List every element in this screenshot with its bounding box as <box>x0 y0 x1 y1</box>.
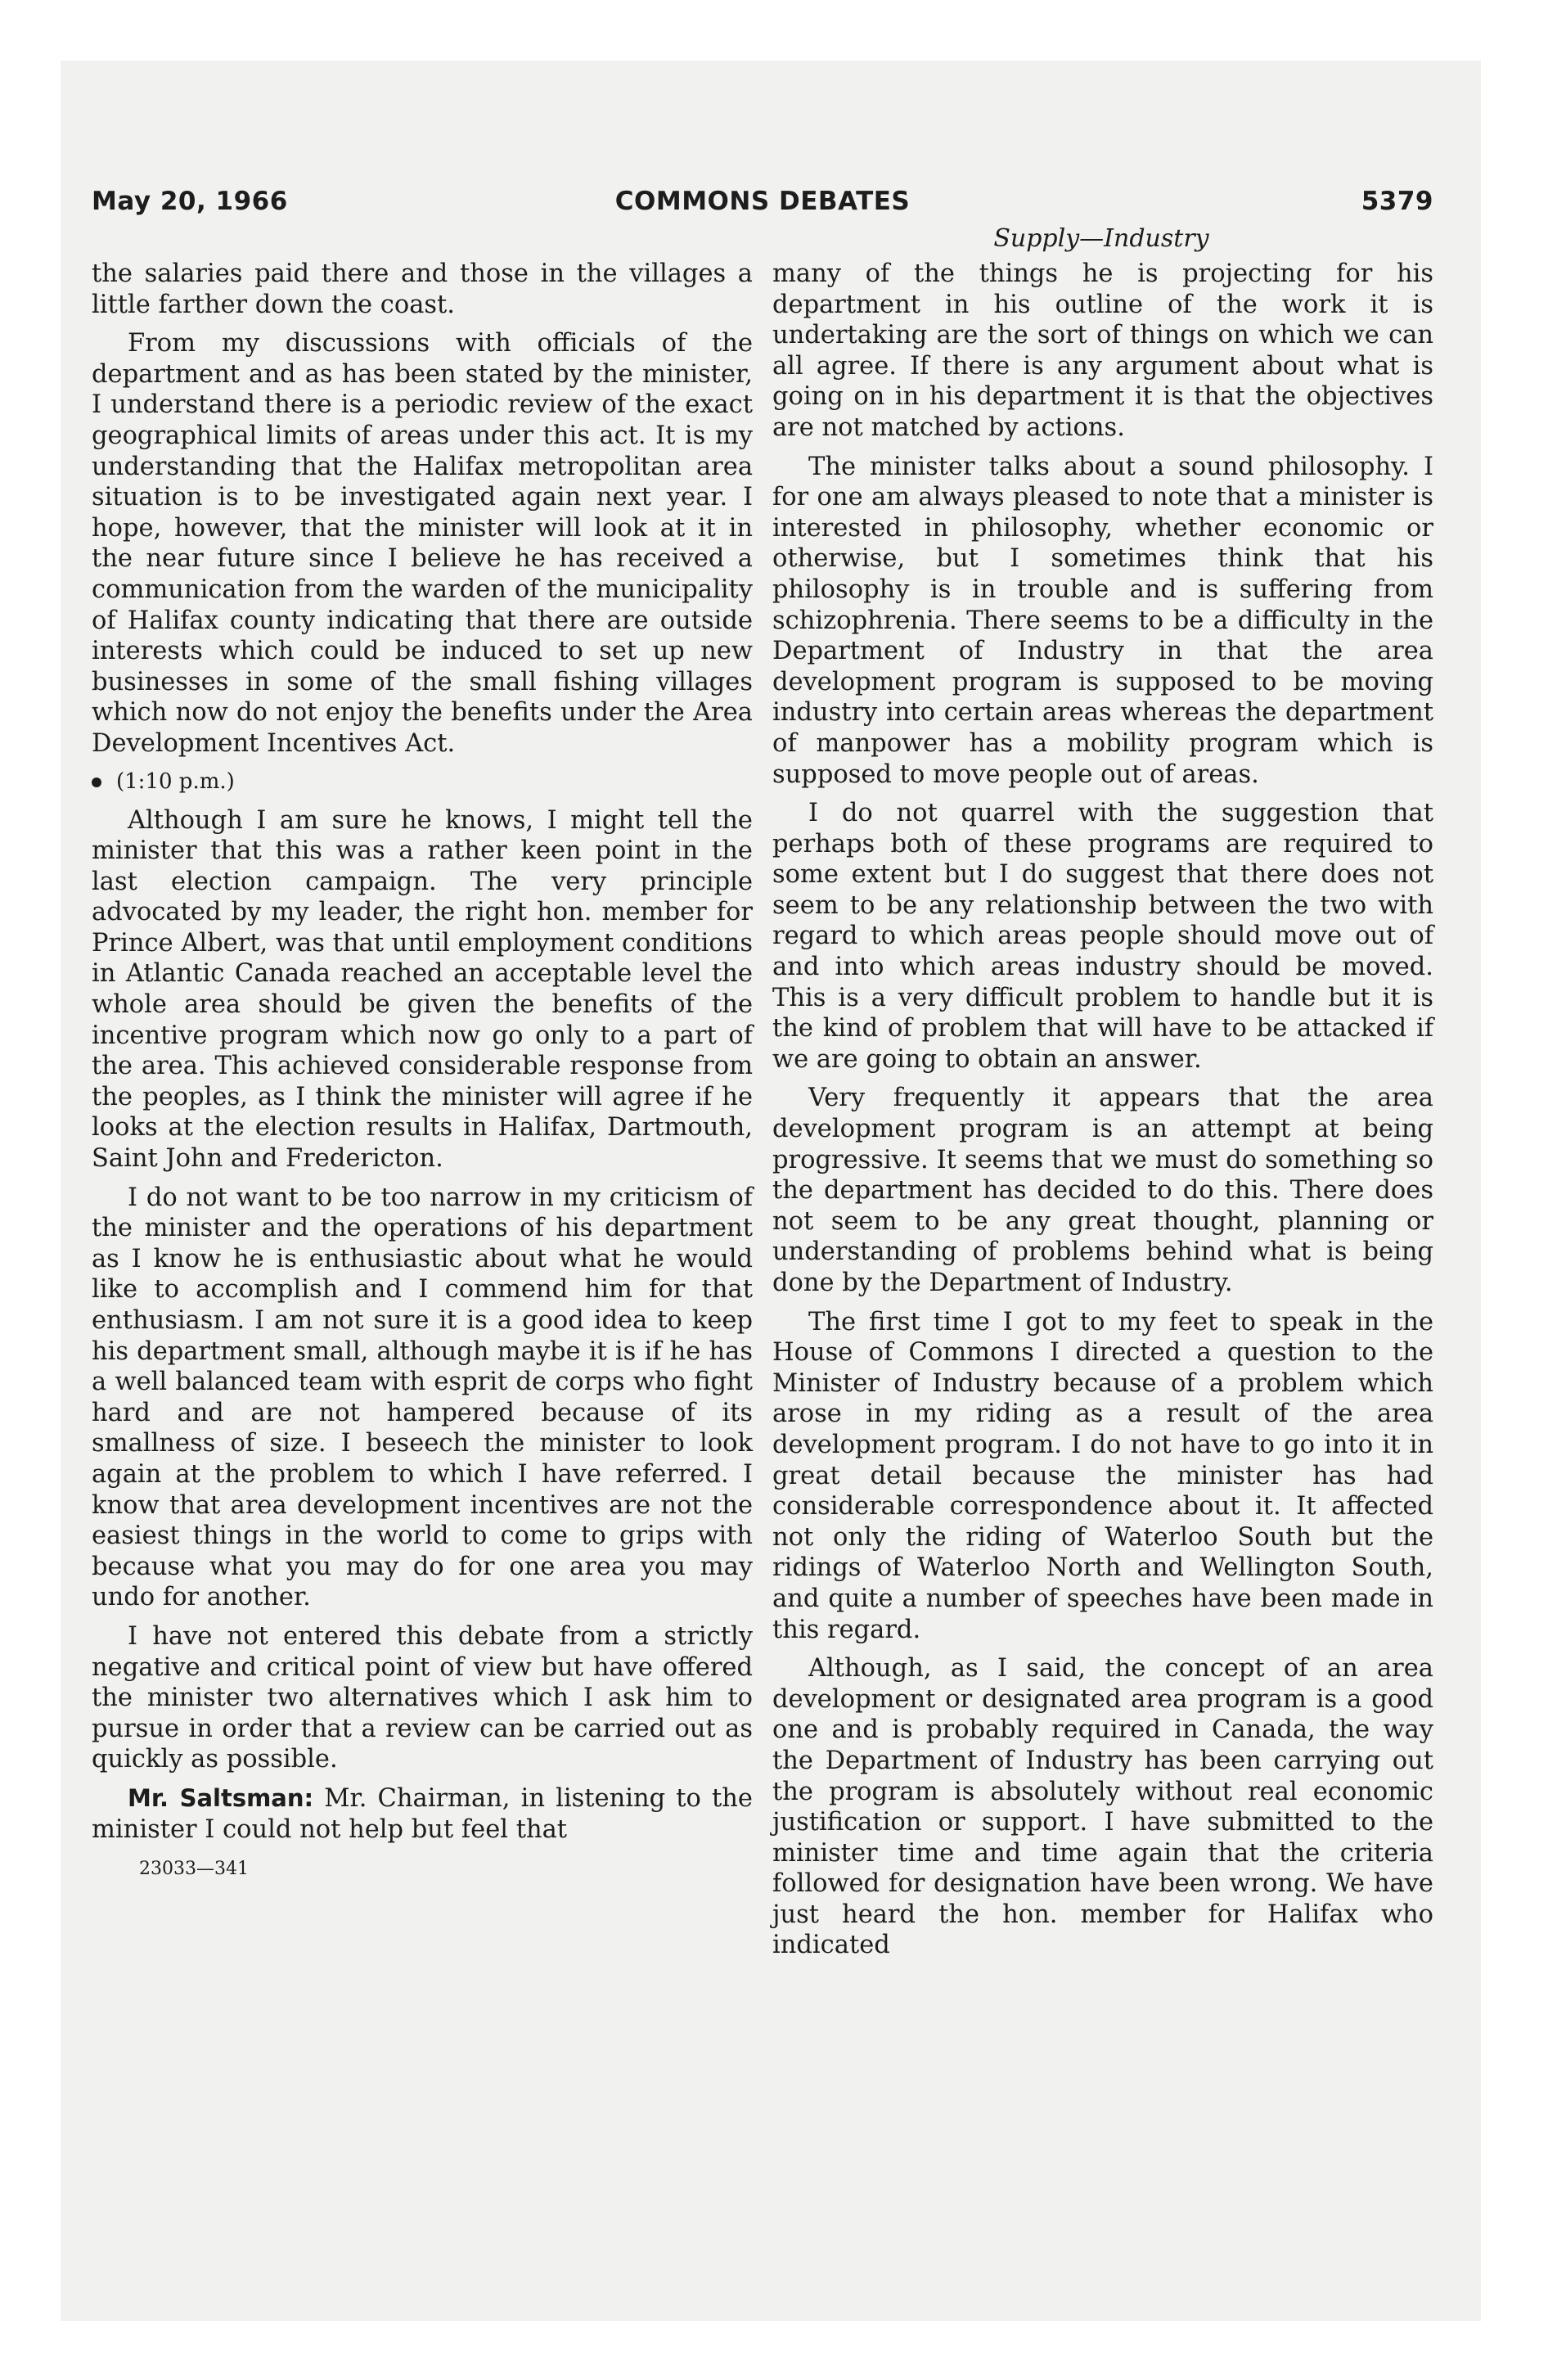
paragraph: From my discussions with officials of the department and as has been stated by the minister, I understand there is a periodic review of the exact geographical limits of areas under this act. It is my understanding that the Halifax metropolitan area situation is to be investigated again next year. I hope, however, that the minister will look at it in the near future since I believe he has received a communication from the warden of the municipality of Halifax county indicating that there are outside interests which could be induced to set up new businesses in some of the small fishing villages which now do not enjoy the benefits under the Area Development Incentives Act. <box>92 329 753 758</box>
header-date: May 20, 1966 <box>92 187 288 216</box>
paragraph: Although, as I said, the concept of an area development or designated area program is a good one and is probably required in Canada, the way the Department of Industry has been carrying out the program is absolutely without real economic justification or support. I have submitted to the minister time and time again that the criteria followed for designation have been wrong. We have just heard the hon. member for Halifax who indicated <box>772 1654 1433 1960</box>
speaker-paragraph <box>92 1783 753 1845</box>
paragraph: Although I am sure he knows, I might tell the minister that this was a rather keen point in the last election campaign. The very principle advocated by my leader, the right hon. member for Prince Albert, was that until employment conditions in Atlantic Canada reached an acceptable level the whole area should be given the benefits of the incentive program which now go only to a part of the area. This achieved considerable response from the peoples, as I think the minister will agree if he looks at the election results in Halifax, Dartmouth, Saint John and Fredericton. <box>92 805 753 1174</box>
header-page-number: 5379 <box>1361 187 1433 216</box>
bullet-icon <box>92 778 101 787</box>
right-column <box>772 259 1433 1969</box>
print-code: 23033—341 <box>139 1859 249 1880</box>
timestamp-text: (1:10 p.m.) <box>116 769 235 794</box>
paragraph: Very frequently it appears that the area development program is an attempt at being progressive. It seems that we must do something so the department has decided to do this. There does not seem to be any great thought, planning or understanding of problems behind what is being done by the Department of Industry. <box>772 1084 1433 1297</box>
paragraph: the salaries paid there and those in the villages a little farther down the coast. <box>92 259 753 319</box>
speaker-text: Mr. Chairman, in listening to the minister I could not help but feel that <box>92 1783 753 1844</box>
page-header <box>92 182 1433 228</box>
paragraph: I have not entered this debate from a strictly negative and critical point of view but have offered the minister two alternatives which I ask him to pursue in order that a review can be carried out as quickly as possible. <box>92 1621 753 1774</box>
paragraph: many of the things he is projecting for his department in his outline of the work it is undertaking are the sort of things on which we can all agree. If there is any argument about what is going on in his department it is that the objectives are not matched by actions. <box>772 259 1433 442</box>
paragraph: I do not want to be too narrow in my criticism of the minister and the operations of his department as I know he is enthusiastic about what he would like to accomplish and I commend him for that enthusiasm. I am not sure it is a good idea to keep his department small, although maybe it is if he has a well balanced team with esprit de corps who fight hard and are not hampered because of its smallness of size. I beseech the minister to look again at the problem to which I have referred. I know that area development incentives are not the easiest things in the world to come to grips with because what you may do for one area you may undo for another. <box>92 1183 753 1612</box>
paragraph: The first time I got to my feet to speak in the House of Commons I directed a question to the Minister of Industry because of a problem which arose in my riding as a result of the area development program. I do not have to go into it in great detail because the minister has had considerable correspondence about it. It affected not only the riding of Waterloo South but the ridings of Waterloo North and Wellington South, and quite a number of speeches have been made in this regard. <box>772 1307 1433 1644</box>
left-column <box>92 259 753 1881</box>
speaker-name: Mr. Saltsman: <box>128 1783 314 1812</box>
header-title: COMMONS DEBATES <box>614 187 911 216</box>
paragraph: I do not quarrel with the suggestion that perhaps both of these programs are required to some extent but I do suggest that there does not seem to be any relationship between the two with regard to which areas people should move out of and into which areas industry should be moved. This is a very difficult problem to handle but it is the kind of problem that will have to be attacked if we are going to obtain an answer. <box>772 799 1433 1074</box>
section-subheader: Supply—Industry <box>993 224 1209 253</box>
hansard-page <box>92 182 1433 1960</box>
timestamp <box>92 768 753 796</box>
paragraph: The minister talks about a sound philosophy. I for one am always pleased to note that a minister is interested in philosophy, whether economic or otherwise, but I sometimes think that his philosophy is in trouble and is suffering from schizophrenia. There seems to be a difficulty in the Department of Industry in that the area development program is supposed to be moving industry into certain areas whereas the department of manpower has a mobility program which is supposed to move people out of areas. <box>772 452 1433 789</box>
